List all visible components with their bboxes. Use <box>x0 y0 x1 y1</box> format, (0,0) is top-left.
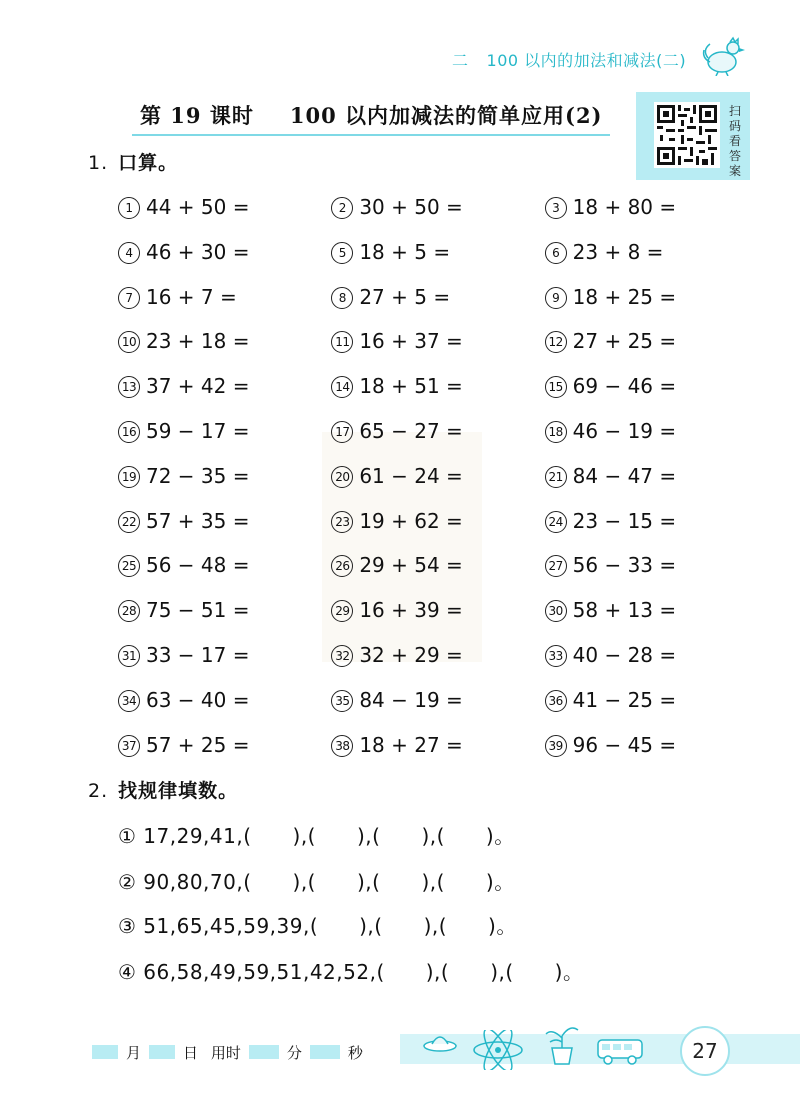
problem-number-badge: 21 <box>545 466 567 488</box>
bus-icon <box>596 1036 644 1066</box>
arithmetic-problem <box>331 506 544 551</box>
problem-expression: 16 + 7 = <box>146 284 237 309</box>
problem-number-badge: 38 <box>331 735 353 757</box>
problem-expression: 16 + 37 = <box>359 329 463 354</box>
problem-number-badge: 27 <box>545 555 567 577</box>
arithmetic-problem <box>118 416 331 461</box>
arithmetic-problem <box>118 550 331 595</box>
arithmetic-problem <box>331 192 544 237</box>
seconds-label: 秒 <box>347 1044 363 1062</box>
arithmetic-problem <box>331 282 544 327</box>
problem-number-badge: 25 <box>118 555 140 577</box>
month-label: 月 <box>126 1044 142 1062</box>
arithmetic-problem <box>331 550 544 595</box>
minutes-blank[interactable] <box>249 1045 279 1059</box>
problem-number-badge: 13 <box>118 376 140 398</box>
arithmetic-problem <box>118 595 331 640</box>
problem-number-badge: 34 <box>118 690 140 712</box>
problem-number-badge: 19 <box>118 466 140 488</box>
problem-number-badge: 18 <box>545 421 567 443</box>
arithmetic-problem <box>545 416 758 461</box>
problem-number-badge: 29 <box>331 600 353 622</box>
problem-number-badge: 17 <box>331 421 353 443</box>
arithmetic-problem <box>331 640 544 685</box>
arithmetic-problem <box>118 371 331 416</box>
arithmetic-problem <box>118 461 331 506</box>
arithmetic-problem <box>118 685 331 730</box>
problem-number-badge: 2 <box>331 197 353 219</box>
arithmetic-problem <box>118 506 331 551</box>
time-used-label: 用时 <box>210 1044 241 1062</box>
ufo-icon <box>420 1030 460 1056</box>
sequence-item <box>118 956 583 985</box>
problem-expression: 32 + 29 = <box>359 642 463 667</box>
problem-expression: 63 − 40 = <box>146 687 250 712</box>
arithmetic-problem <box>118 326 331 371</box>
seconds-blank[interactable] <box>310 1045 340 1059</box>
sequence-item <box>118 910 517 939</box>
arithmetic-problem <box>118 282 331 327</box>
qr-panel[interactable] <box>636 92 750 180</box>
section-1-title: 口算。 <box>118 152 179 174</box>
problem-number-badge: 36 <box>545 690 567 712</box>
problem-number-badge: 37 <box>118 735 140 757</box>
chapter-header <box>452 48 686 71</box>
sequence-text: 51,65,45,59,39,( ),( ),( )。 <box>143 914 517 938</box>
problem-row <box>118 461 758 506</box>
arithmetic-problem <box>545 371 758 416</box>
problem-row <box>118 282 758 327</box>
problem-expression: 65 − 27 = <box>359 418 463 443</box>
atom-icon <box>470 1030 526 1070</box>
problem-number-badge: 8 <box>331 287 353 309</box>
problem-number-badge: 28 <box>118 600 140 622</box>
sequence-text: 17,29,41,( ),( ),( ),( )。 <box>143 824 515 848</box>
chapter-number: 二 <box>452 51 469 70</box>
problem-number-badge: 3 <box>545 197 567 219</box>
problem-number-badge: 22 <box>118 511 140 533</box>
arithmetic-problem <box>545 506 758 551</box>
arithmetic-problem <box>331 595 544 640</box>
section-2-heading <box>88 776 238 803</box>
problem-expression: 96 − 45 = <box>572 732 677 757</box>
problem-expression: 59 − 17 = <box>146 418 250 443</box>
sequence-text: 90,80,70,( ),( ),( ),( )。 <box>143 870 515 894</box>
title-underline <box>132 134 610 136</box>
problem-expression: 30 + 50 = <box>359 195 463 219</box>
problem-expression: 61 − 24 = <box>359 463 463 488</box>
problem-expression: 33 − 17 = <box>146 642 250 667</box>
mental-math-grid <box>118 192 758 774</box>
section-1-number: 1. <box>88 152 109 174</box>
problem-number-badge: 16 <box>118 421 140 443</box>
arithmetic-problem <box>331 416 544 461</box>
problem-number-badge: 10 <box>118 331 140 353</box>
problem-expression: 69 − 46 = <box>572 374 677 399</box>
problem-row <box>118 371 758 416</box>
problem-expression: 75 − 51 = <box>146 598 250 623</box>
potted-plant-icon <box>540 1020 584 1066</box>
qr-code-icon[interactable] <box>654 102 720 168</box>
sequence-number: ② <box>118 870 137 894</box>
problem-row <box>118 685 758 730</box>
month-blank[interactable] <box>92 1045 118 1059</box>
problem-expression: 46 + 30 = <box>146 239 250 264</box>
problem-number-badge: 35 <box>331 690 353 712</box>
minutes-label: 分 <box>286 1044 302 1062</box>
problem-expression: 18 + 51 = <box>359 374 463 399</box>
problem-expression: 57 + 25 = <box>146 732 250 757</box>
arithmetic-problem <box>118 730 331 775</box>
problem-number-badge: 30 <box>545 600 567 622</box>
sequence-item <box>118 866 515 895</box>
problem-number-badge: 14 <box>331 376 353 398</box>
problem-expression: 27 + 25 = <box>572 329 677 354</box>
problem-row <box>118 595 758 640</box>
problem-number-badge: 4 <box>118 242 140 264</box>
arithmetic-problem <box>545 461 758 506</box>
arithmetic-problem <box>118 237 331 282</box>
arithmetic-problem <box>331 685 544 730</box>
day-label: 日 <box>183 1044 199 1062</box>
problem-row <box>118 237 758 282</box>
problem-expression: 44 + 50 = <box>146 195 250 219</box>
problem-expression: 29 + 54 = <box>359 553 463 578</box>
problem-number-badge: 15 <box>545 376 567 398</box>
arithmetic-problem <box>545 282 758 327</box>
problem-expression: 18 + 80 = <box>572 195 677 219</box>
arithmetic-problem <box>118 640 331 685</box>
page-number: 27 <box>680 1026 730 1076</box>
problem-number-badge: 33 <box>545 645 567 667</box>
problem-expression: 37 + 42 = <box>146 374 250 399</box>
arithmetic-problem <box>331 461 544 506</box>
date-time-record <box>88 1042 367 1063</box>
problem-expression: 23 + 8 = <box>572 239 664 264</box>
problem-row <box>118 416 758 461</box>
problem-number-badge: 32 <box>331 645 353 667</box>
day-blank[interactable] <box>149 1045 175 1059</box>
problem-number-badge: 5 <box>331 242 353 264</box>
problem-expression: 18 + 25 = <box>572 284 677 309</box>
arithmetic-problem <box>545 326 758 371</box>
section-2-title: 找规律填数。 <box>118 780 239 802</box>
problem-row <box>118 506 758 551</box>
problem-expression: 18 + 27 = <box>359 732 463 757</box>
problem-expression: 23 + 18 = <box>146 329 250 354</box>
problem-expression: 18 + 5 = <box>359 239 451 264</box>
rooster-mascot-icon <box>700 36 748 76</box>
problem-expression: 56 − 48 = <box>146 553 250 578</box>
problem-row <box>118 640 758 685</box>
problem-row <box>118 326 758 371</box>
problem-expression: 72 − 35 = <box>146 463 250 488</box>
sequence-number: ① <box>118 824 137 848</box>
problem-number-badge: 7 <box>118 287 140 309</box>
problem-row <box>118 550 758 595</box>
problem-expression: 84 − 19 = <box>359 687 463 712</box>
section-2-number: 2. <box>88 780 109 802</box>
problem-expression: 46 − 19 = <box>572 418 677 443</box>
arithmetic-problem <box>331 730 544 775</box>
arithmetic-problem <box>118 192 331 237</box>
section-1-heading <box>88 148 178 175</box>
arithmetic-problem <box>545 685 758 730</box>
problem-number-badge: 1 <box>118 197 140 219</box>
problem-number-badge: 9 <box>545 287 567 309</box>
problem-number-badge: 24 <box>545 511 567 533</box>
problem-number-badge: 12 <box>545 331 567 353</box>
problem-row <box>118 192 758 237</box>
arithmetic-problem <box>331 371 544 416</box>
sequence-text: 66,58,49,59,51,42,52,( ),( ),( )。 <box>143 960 584 984</box>
problem-number-badge: 23 <box>331 511 353 533</box>
problem-expression: 40 − 28 = <box>572 642 677 667</box>
lesson-title <box>140 100 603 130</box>
arithmetic-problem <box>331 326 544 371</box>
arithmetic-problem <box>545 192 758 237</box>
problem-number-badge: 26 <box>331 555 353 577</box>
problem-expression: 41 − 25 = <box>572 687 677 712</box>
lesson-title-text: 100 以内加减法的简单应用(2) <box>289 103 603 128</box>
arithmetic-problem <box>545 640 758 685</box>
arithmetic-problem <box>545 550 758 595</box>
problem-number-badge: 6 <box>545 242 567 264</box>
arithmetic-problem <box>545 237 758 282</box>
problem-number-badge: 39 <box>545 735 567 757</box>
lesson-number: 第 19 课时 <box>140 103 254 128</box>
problem-expression: 56 − 33 = <box>572 553 677 578</box>
problem-expression: 84 − 47 = <box>572 463 677 488</box>
problem-expression: 19 + 62 = <box>359 508 463 533</box>
scan-for-answers-label: 扫 码 看 答 案 <box>728 104 741 178</box>
problem-number-badge: 20 <box>331 466 353 488</box>
arithmetic-problem <box>331 237 544 282</box>
arithmetic-problem <box>545 595 758 640</box>
arithmetic-problem <box>545 730 758 775</box>
chapter-title: 100 以内的加法和减法(二) <box>486 51 687 70</box>
problem-expression: 58 + 13 = <box>572 598 677 623</box>
sequence-number: ③ <box>118 914 137 938</box>
problem-row <box>118 730 758 775</box>
sequence-item <box>118 820 515 849</box>
problem-expression: 23 − 15 = <box>572 508 677 533</box>
problem-number-badge: 11 <box>331 331 353 353</box>
problem-expression: 27 + 5 = <box>359 284 451 309</box>
problem-number-badge: 31 <box>118 645 140 667</box>
problem-expression: 57 + 35 = <box>146 508 250 533</box>
problem-expression: 16 + 39 = <box>359 598 463 623</box>
sequence-number: ④ <box>118 960 137 984</box>
